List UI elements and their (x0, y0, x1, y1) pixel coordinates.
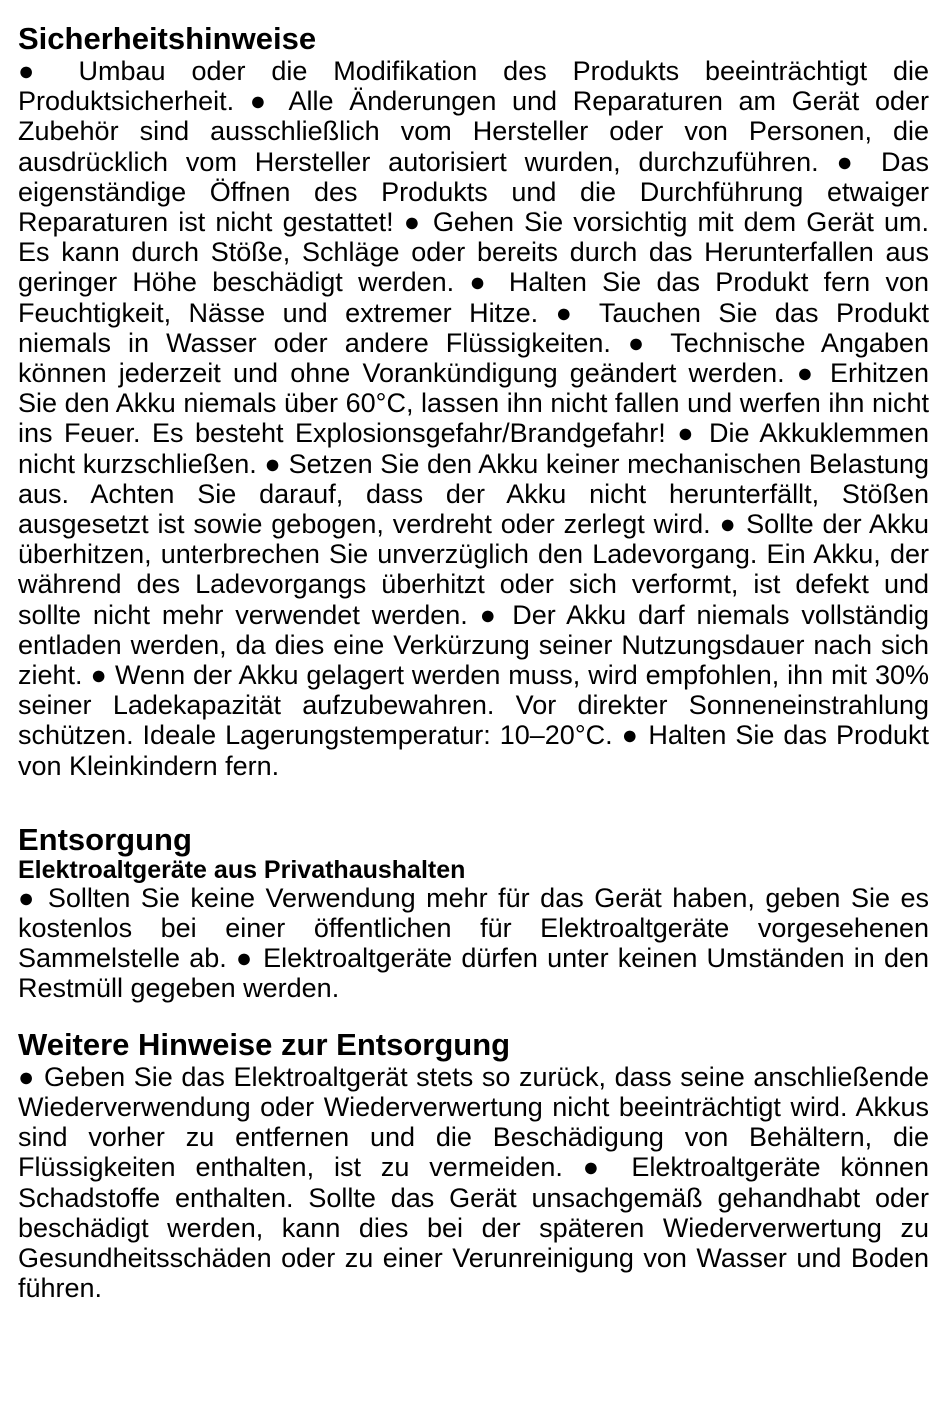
safety-section-body: ● Umbau oder die Modifikation des Produkts beeinträchtigt die Produktsicherheit. ● Alle Änderungen und Reparaturen am Gerät oder Zubehör sind ausschließlich vom Hersteller oder von Personen, die ausdrücklich vom Hersteller autorisiert wurden, durchzuführen. ● Das eigenständige Öffnen des Produkts und die Durchführung etwaiger Reparaturen ist nicht gestattet! ● Gehen Sie vorsichtig mit dem Gerät um. Es kann durch Stöße, Schläge oder bereits durch das Herunterfallen aus geringer Höhe beschädigt werden. ● Halten Sie das Produkt fern von Feuchtigkeit, Nässe und extremer Hitze. ● Tauchen Sie das Produkt niemals in Wasser oder andere Flüssigkeiten. ● Technische Angaben können jederzeit und ohne Vorankündigung geändert werden. ● Erhitzen Sie den Akku niemals über 60°C, lassen ihn nicht fallen und werfen ihn nicht ins Feuer. Es besteht Explosionsgefahr/Brandgefahr! ● Die Akkuklemmen nicht kurzschließen. ● Setzen Sie den Akku keiner mechanischen Belastung aus. Achten Sie darauf, dass der Akku nicht herunterfällt, Stößen ausgesetzt ist sowie gebogen, verdreht oder zerlegt wird. ● Sollte der Akku überhitzen, unterbrechen Sie unverzüglich den Ladevorgang. Ein Akku, der während des Ladevorgangs überhitzt oder sich verformt, ist defekt und sollte nicht mehr verwendet werden. ● Der Akku darf niemals vollständig entladen werden, da dies eine Verkürzung seiner Nutzungsdauer nach sich zieht. ● Wenn der Akku gelagert werden muss, wird empfohlen, ihn mit 30% seiner Ladekapazität aufzubewahren. Vor direkter Sonneneinstrahlung schützen. Ideale Lagerungstemperatur: 10–20°C. ● Halten Sie das Produkt von Kleinkindern fern. (18, 56, 929, 781)
safety-section-title: Sicherheitshinweise (18, 21, 317, 56)
disposal-section-title: Entsorgung (18, 821, 192, 857)
section-spacer (18, 1004, 929, 1028)
disposal-section-body: ● Sollten Sie keine Verwendung mehr für das Gerät haben, geben Sie es kostenlos bei einer öffentlichen für Elektroaltgeräte vorgesehenen Sammelstelle ab. ● Elektroaltgeräte dürfen unter keinen Umständen in den Restmüll gegeben werden. (18, 882, 929, 1004)
section-spacer (18, 781, 929, 823)
further-disposal-section-body: ● Geben Sie das Elektroaltgerät stets so zurück, dass seine anschließende Wiederverwendung oder Wiederverwertung nicht beeinträchtigt wird. Akkus sind vorher zu entfernen und die Beschädigung von Behältern, die Flüssigkeiten enthalten, ist zu vermeiden. ● Elektroaltgeräte können Schadstoffe enthalten. Sollte das Gerät unsachgemäß gehandhabt oder beschädigt werden, kann dies bei der späteren Wiederverwertung zu Gesundheitsschäden oder zu einer Verunreinigung von Wasser und Boden führen. (18, 1061, 929, 1304)
disposal-subtitle: Elektroaltgeräte aus Privathaushalten (18, 855, 466, 884)
further-disposal-section-title: Weitere Hinweise zur Entsorgung (18, 1026, 511, 1062)
